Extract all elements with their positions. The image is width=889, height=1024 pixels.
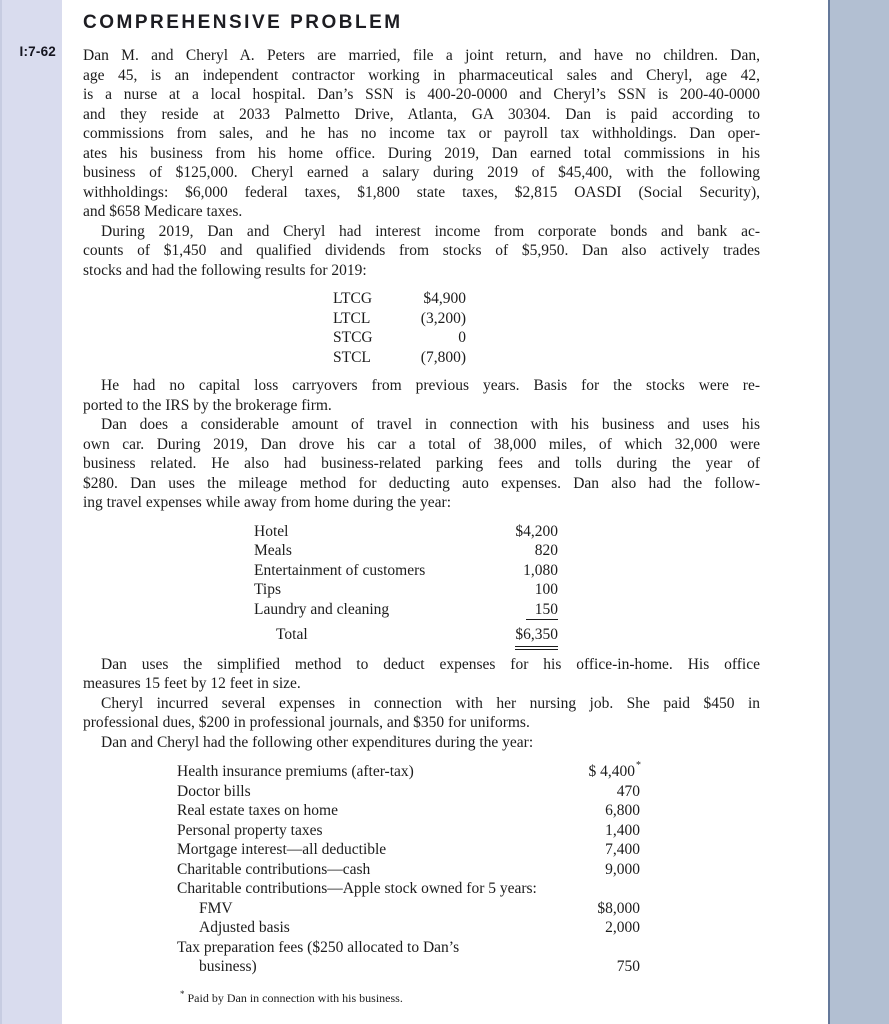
table-row [177, 821, 640, 841]
row-amount: 1,080 [523, 561, 558, 579]
row-amount: 1,400 [605, 821, 640, 839]
row-value [535, 541, 558, 561]
row-label: LTCG [333, 290, 373, 307]
paragraph [83, 376, 760, 415]
text-line: business of $125,000. Cheryl earned a salary during 2019 of $45,400, with the following [83, 164, 760, 181]
section-title: COMPREHENSIVE PROBLEM [83, 12, 403, 33]
text-line: own car. During 2019, Dan drove his car a total of 38,000 miles, of which 32,000 were [83, 435, 760, 453]
data-table [333, 289, 466, 367]
row-label: business) [199, 958, 257, 975]
table-row [254, 625, 558, 650]
paragraph [83, 733, 760, 753]
text-line: ing travel expenses while away from home during the year: [83, 494, 452, 511]
text-line: ported to the IRS by the brokerage firm. [83, 396, 332, 414]
text-line: counts of $1,450 and qualified dividends from stocks of $5,950. Dan also actively trades [83, 242, 760, 259]
right-edge-strip [828, 0, 889, 1024]
text-line: He had no capital loss carryovers from previous years. Basis for the stocks were re- [101, 377, 760, 394]
text-line: commissions from sales, and he has no income tax or payroll tax withholdings. Dan oper- [83, 125, 760, 142]
paragraph [83, 694, 760, 733]
table-row [254, 600, 558, 621]
table-row [177, 782, 640, 802]
table-row [254, 522, 558, 542]
row-value [605, 840, 640, 860]
row-amount: $4,200 [515, 522, 558, 540]
paragraph [83, 46, 760, 222]
row-amount: 100 [534, 581, 558, 598]
data-table [254, 522, 558, 650]
row-label: Meals [254, 542, 292, 559]
table-row [333, 348, 466, 368]
table-row [177, 801, 640, 821]
row-amount: 7,400 [605, 841, 640, 858]
row-value [605, 821, 640, 841]
row-amount: 6,800 [605, 802, 640, 819]
row-amount: 470 [616, 782, 640, 800]
text-line: business related. He also had business-related parking fees and tolls during the year of [83, 455, 760, 472]
table-row [254, 541, 558, 561]
paragraph [83, 655, 760, 694]
left-margin-strip [0, 0, 62, 1024]
row-value [526, 600, 558, 621]
table-row [177, 938, 640, 958]
paragraph [83, 222, 760, 281]
row-label: Charitable contributions—Apple stock owned for 5 years: [177, 880, 537, 897]
row-amount: 150 [526, 600, 558, 621]
row-amount: 0 [458, 329, 466, 346]
problem-number: I:7-62 [19, 44, 56, 59]
row-value [588, 759, 641, 782]
table-row [333, 309, 466, 329]
row-amount: $8,000 [597, 899, 640, 917]
text-line: Dan M. and Cheryl A. Peters are married, file a joint return, and have no children. Dan, [83, 47, 760, 64]
table-row [177, 957, 640, 977]
table-row [177, 860, 640, 880]
footnote: * Paid by Dan in connection with his business. [180, 988, 403, 1005]
table-row [333, 328, 466, 348]
row-label: Total [276, 626, 308, 643]
row-label: Adjusted basis [199, 919, 290, 936]
text-line: age 45, is an independent contractor working in pharmaceutical sales and Cheryl, age 42, [83, 66, 760, 84]
table-row [254, 561, 558, 581]
row-label: Entertainment of customers [254, 561, 426, 579]
data-table [177, 759, 641, 977]
row-amount: $4,900 [423, 290, 466, 307]
table-row [177, 879, 640, 899]
row-label: Personal property taxes [177, 821, 323, 839]
text-line: is a nurse at a local hospital. Dan’s SSN is 400-20-0000 and Cheryl’s SSN is 200-40-0000 [83, 86, 760, 103]
text-line: Cheryl incurred several expenses in connection with her nursing job. She paid $450 in [101, 694, 760, 712]
text-line: Dan does a considerable amount of travel in connection with his business and uses his [101, 416, 760, 433]
table-row [254, 580, 558, 600]
table-row [177, 918, 640, 938]
text-line: and $658 Medicare taxes. [83, 203, 243, 220]
row-label: Health insurance premiums (after-tax) [177, 763, 414, 780]
row-label: FMV [199, 899, 233, 917]
row-amount: $ 4,400* [588, 759, 641, 780]
row-label: STCL [333, 348, 371, 366]
row-value [523, 561, 558, 581]
table-row [177, 840, 640, 860]
table-row [333, 289, 466, 309]
row-label: Tips [254, 581, 282, 598]
row-label: Mortgage interest—all deductible [177, 841, 387, 858]
row-value [605, 918, 640, 938]
row-value [418, 309, 466, 329]
footnote-marker: * [180, 988, 185, 999]
row-value [597, 899, 640, 919]
text-line: ates his business from his home office. During 2019, Dan earned total commissions in his [83, 144, 760, 162]
row-amount: 9,000 [605, 860, 640, 878]
text-line: Dan uses the simplified method to deduct expenses for his office-in-home. His office [101, 655, 760, 673]
row-label: Laundry and cleaning [254, 600, 390, 618]
row-value [617, 957, 640, 977]
row-value [605, 860, 640, 880]
row-value [515, 625, 558, 650]
text-line: During 2019, Dan and Cheryl had interest income from corporate bonds and bank ac- [101, 222, 760, 240]
row-label: Charitable contributions—cash [177, 860, 371, 878]
row-value [418, 348, 466, 368]
row-value [418, 289, 466, 309]
text-line: withholdings: $6,000 federal taxes, $1,800 state taxes, $2,815 OASDI (Social Security), [83, 183, 760, 201]
row-amount: $6,350 [515, 625, 558, 650]
text-line: Dan and Cheryl had the following other expenditures during the year: [101, 733, 534, 751]
document-content [83, 46, 760, 1006]
row-label: Doctor bills [177, 782, 251, 800]
row-label: Tax preparation fees ($250 allocated to Dan’s [177, 938, 460, 956]
row-amount: 2,000 [605, 919, 640, 936]
row-value [605, 801, 640, 821]
row-amount: 750 [616, 958, 640, 975]
table-row [177, 759, 641, 782]
row-amount: (7,800) [420, 348, 466, 366]
footnote-marker: * [636, 759, 641, 771]
row-value [535, 580, 558, 600]
row-value [515, 522, 558, 542]
text-line: stocks and had the following results for 2019: [83, 261, 367, 279]
row-amount: (3,200) [420, 309, 466, 327]
row-label: Real estate taxes on home [177, 802, 338, 819]
text-line: professional dues, $200 in professional journals, and $350 for uniforms. [83, 714, 530, 731]
text-line: $280. Dan uses the mileage method for deducting auto expenses. Dan also had the follow- [83, 474, 760, 492]
row-value [617, 782, 640, 802]
row-amount: 820 [534, 542, 558, 559]
content-column [83, 12, 760, 1006]
row-label: STCG [333, 329, 373, 346]
row-label: LTCL [333, 309, 371, 327]
text-line: measures 15 feet by 12 feet in size. [83, 675, 301, 692]
row-label: Hotel [254, 522, 289, 540]
paragraph [83, 415, 760, 513]
table-row [177, 899, 640, 919]
row-value [418, 328, 466, 348]
text-line: and they reside at 2033 Palmetto Drive, Atlanta, GA 30304. Dan is paid according to [83, 105, 760, 123]
